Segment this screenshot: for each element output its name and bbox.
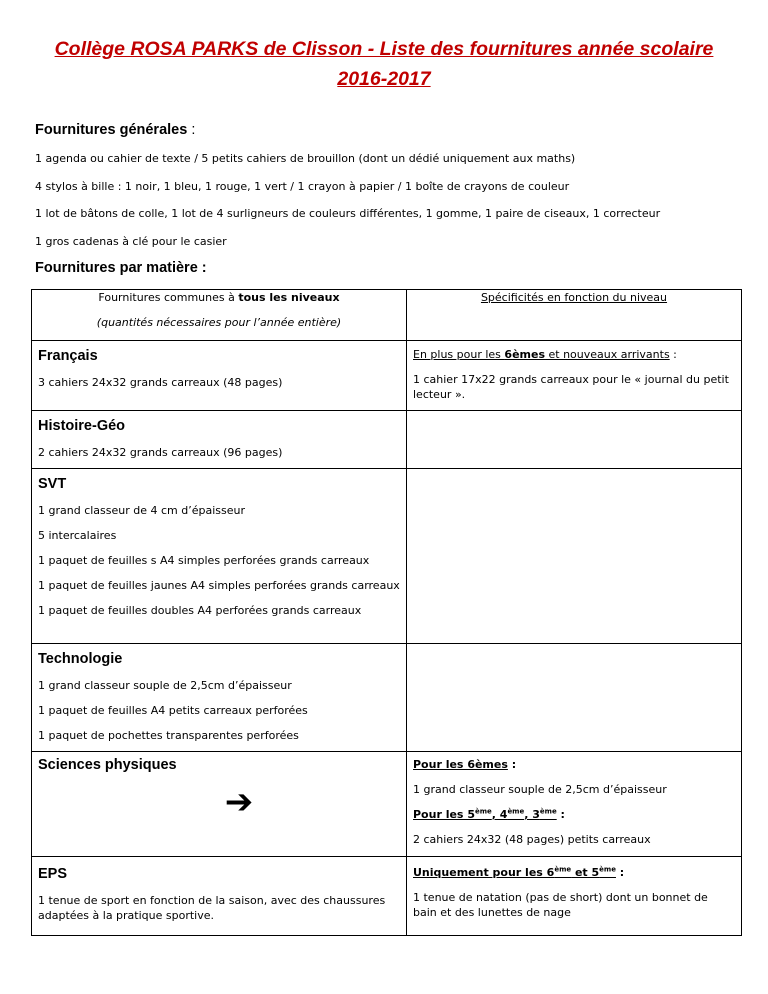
physique-common-cell (32, 752, 407, 857)
histoire-item: 2 cahiers 24x32 grands carreaux (96 pages) (38, 446, 283, 459)
row-svt (32, 469, 742, 644)
subject-francais: Français (38, 348, 98, 364)
svt-item-5: 1 paquet de feuilles doubles A4 perforées grands carreaux (38, 604, 362, 617)
general-item-4: 1 gros cadenas à clé pour le casier (35, 235, 227, 248)
subject-histoire-geo: Histoire-Géo (38, 418, 126, 434)
row-technologie (32, 644, 742, 752)
svt-specific-cell (407, 469, 742, 644)
techno-item-2: 1 paquet de feuilles A4 petits carreaux perforées (38, 704, 308, 717)
supplies-table (31, 289, 742, 936)
general-item-3: 1 lot de bâtons de colle, 1 lot de 4 surligneurs de couleurs différentes, 1 gomme, 1 paire de ciseaux, 1 correcteur (35, 207, 661, 220)
row-francais (32, 341, 742, 411)
header-common-label: Fournitures communes à tous les niveaux (98, 291, 340, 304)
svt-item-3: 1 paquet de feuilles s A4 simples perforées grands carreaux (38, 554, 370, 567)
eps-specific-item: 1 tenue de natation (pas de short) dont un bonnet de bain et des lunettes de nage (413, 891, 708, 919)
techno-specific-cell (407, 644, 742, 752)
subject-svt: SVT (38, 476, 67, 492)
physique-6eme-item: 1 grand classeur souple de 2,5cm d’épaisseur (413, 783, 667, 796)
by-subject-heading: Fournitures par matière : (35, 260, 207, 276)
right-arrow-icon: ➔ (224, 782, 254, 822)
techno-item-3: 1 paquet de pochettes transparentes perforées (38, 729, 299, 742)
francais-common-cell (32, 341, 407, 411)
francais-item: 3 cahiers 24x32 grands carreaux (48 pages) (38, 376, 283, 389)
subject-sciences-physiques: Sciences physiques (38, 757, 177, 773)
general-item-2: 4 stylos à bille : 1 noir, 1 bleu, 1 rouge, 1 vert / 1 crayon à papier / 1 boîte de crayons de couleur (35, 180, 570, 193)
techno-common-cell (32, 644, 407, 752)
physique-specific-cell (407, 752, 742, 857)
eps-specific-label: Uniquement pour les 6ème et 5ème : (413, 865, 625, 879)
svt-item-2: 5 intercalaires (38, 529, 117, 542)
subject-eps: EPS (38, 866, 68, 882)
general-item-1: 1 agenda ou cahier de texte / 5 petits cahiers de brouillon (dont un dédié uniquement aux maths) (35, 152, 576, 165)
header-specific-cell (407, 290, 742, 341)
subject-technologie: Technologie (38, 651, 123, 667)
physique-6eme-label: Pour les 6èmes : (413, 758, 517, 771)
eps-item: 1 tenue de sport en fonction de la saison, avec des chaussures adaptées à la pratique sportive. (38, 894, 386, 922)
title-line-2: 2016-2017 (337, 68, 431, 90)
physique-other-levels-label: Pour les 5ème, 4ème, 3ème : (413, 807, 565, 821)
eps-specific-cell (407, 857, 742, 936)
francais-specific-label: En plus pour les 6èmes et nouveaux arrivants : (413, 348, 677, 361)
francais-specific-cell (407, 341, 742, 411)
document-title (20, 34, 748, 94)
header-common-note: (quantités nécessaires pour l’année entière) (96, 316, 342, 329)
physique-other-levels-item: 2 cahiers 24x32 (48 pages) petits carreaux (413, 833, 651, 846)
row-histoire-geo (32, 411, 742, 469)
table-header-row (32, 290, 742, 341)
general-supplies-heading (35, 122, 195, 138)
title-line-1: Collège ROSA PARKS de Clisson - Liste des fournitures année scolaire (54, 38, 714, 60)
svt-item-1: 1 grand classeur de 4 cm d’épaisseur (38, 504, 246, 517)
eps-common-cell (32, 857, 407, 936)
header-common-cell (32, 290, 407, 341)
histoire-specific-cell (407, 411, 742, 469)
techno-item-1: 1 grand classeur souple de 2,5cm d’épaisseur (38, 679, 292, 692)
general-supplies-colon: : (187, 122, 196, 138)
svt-item-4: 1 paquet de feuilles jaunes A4 simples perforées grands carreaux (38, 579, 400, 592)
general-supplies-heading-text: Fournitures générales (35, 122, 188, 138)
svt-common-cell (32, 469, 407, 644)
header-common-bold: tous les niveaux (238, 291, 340, 304)
row-eps (32, 857, 742, 936)
header-specific-label: Spécificités en fonction du niveau (480, 291, 668, 304)
histoire-common-cell (32, 411, 407, 469)
francais-specific-item: 1 cahier 17x22 grands carreaux pour le « journal du petit lecteur ». (413, 373, 729, 401)
row-sciences-physiques (32, 752, 742, 857)
